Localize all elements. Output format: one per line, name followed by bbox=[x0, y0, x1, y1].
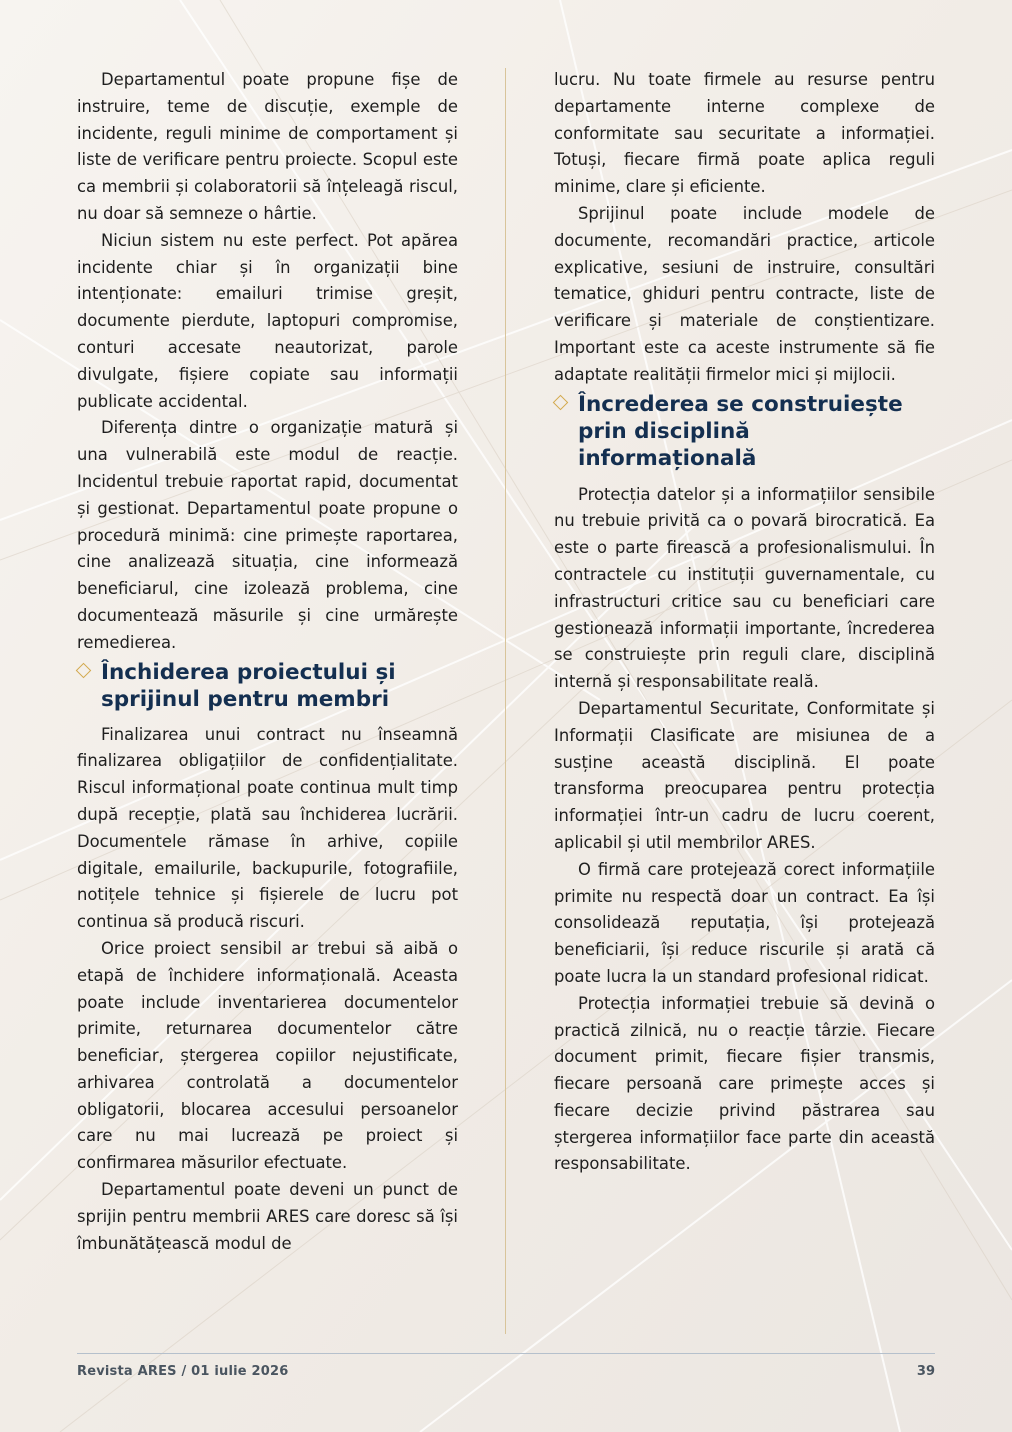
paragraph: O firmă care protejează corect informațiile primite nu respectă doar un contract. Ea își consolidează reputația, își protejează beneficiarii, își reduce riscurile și arată că poate lucra la un standard profesional ridicat. bbox=[554, 859, 935, 986]
paragraph-continuation: lucru. Nu toate firmele au resurse pentru departamente interne complexe de conformitate sau securitate a informației. Totuși, fiecare firmă poate aplica reguli minime, clare și eficiente. bbox=[554, 70, 935, 197]
paragraph: Protecția datelor și a informațiilor sensibile nu trebuie privită ca o povară birocratică. Ea este o parte firească a profesionalismului. În contractele cu instituții guvernamentale, cu infrastructuri critice sau cu beneficiari care gestionează informații importante, încrederea se construiește prin reguli clare, disciplină internă și responsabilitate reală. bbox=[554, 484, 935, 692]
footer-divider bbox=[77, 1353, 935, 1354]
paragraph: Finalizarea unui contract nu înseamnă finalizarea obligațiilor de confidențialitate. Riscul informațional poate continua mult timp după recepție, plată sau închiderea lucrării. Documentele rămase în arhive, copiile digitale, emailurile, backupurile, fotografiile, notițele tehnice și fișierele de lucru pot continua să producă riscuri. bbox=[77, 724, 458, 932]
footer-publication: Revista ARES / 01 iulie 2026 bbox=[77, 1364, 289, 1379]
left-column bbox=[77, 67, 458, 1257]
diamond-bullet-icon bbox=[553, 394, 569, 410]
paragraph: Diferența dintre o organizație matură și una vulnerabilă este modul de reacție. Incidentul trebuie raportat rapid, documentat și gestionat. Departamentul poate propune o procedură minimă: cine primește raportarea, cine analizează situația, cine informează beneficiarul, cine izolează problema, cine documentează măsurile și cine urmărește remedierea. bbox=[77, 418, 458, 652]
page-number: 39 bbox=[916, 1364, 935, 1379]
paragraph: Protecția informației trebuie să devină o practică zilnică, nu o reacție târzie. Fiecare document primit, fiecare fișier transmis, fiecare persoană care primește acces și fiecare decizie privind păstrarea sau ștergerea informațiilor face parte din această responsabilitate. bbox=[554, 993, 935, 1174]
right-column bbox=[554, 67, 935, 1178]
paragraph: Departamentul poate deveni un punct de sprijin pentru membrii ARES care doresc să își îmbunătățească modul de bbox=[77, 1180, 458, 1253]
section-heading bbox=[554, 391, 935, 472]
column-divider bbox=[505, 68, 506, 1334]
paragraph: Departamentul Securitate, Conformitate și Informații Clasificate are misiunea de a susține această disciplină. El poate transforma preocuparea pentru protecția informației într-un cadru de lucru coerent, aplicabil și util membrilor ARES. bbox=[554, 698, 935, 852]
diamond-bullet-icon bbox=[76, 662, 92, 678]
paragraph: Departamentul poate propune fișe de instruire, teme de discuție, exemple de incidente, reguli minime de comportament și liste de verificare pentru proiecte. Scopul este ca membrii și colaboratorii să înțeleagă riscul, nu doar să semneze o hârtie. bbox=[77, 70, 458, 223]
paragraph: Niciun sistem nu este perfect. Pot apărea incidente chiar și în organizații bine intenționate: emailuri trimise greșit, documente pierdute, laptopuri compromise, conturi accesate neautorizat, parole divulgate, fișiere copiate sau informații publicate accidental. bbox=[77, 230, 458, 411]
paragraph: Sprijinul poate include modele de documente, recomandări practice, articole explicative, sesiuni de instruire, consultări tematice, ghiduri pentru contracte, liste de verificare și materiale de conștientizare. Important este ca aceste instrumente să fie adaptate realității firmelor mici și mijlocii. bbox=[554, 203, 935, 384]
section-heading-text: Încrederea se construiește prin disciplină informațională bbox=[578, 391, 903, 471]
paragraph: Orice proiect sensibil ar trebui să aibă o etapă de închidere informațională. Aceasta poate include inventarierea documentelor primite, returnarea documentelor către beneficiar, ștergerea copiilor nejustificate, arhivarea controlată a documentelor obligatorii, blocarea accesului persoanelor care nu mai lucrează pe proiect și confirmarea măsurilor efectuate. bbox=[77, 938, 458, 1173]
section-heading-text: Închiderea proiectului și sprijinul pentru membri bbox=[101, 659, 396, 712]
section-heading bbox=[77, 659, 458, 713]
